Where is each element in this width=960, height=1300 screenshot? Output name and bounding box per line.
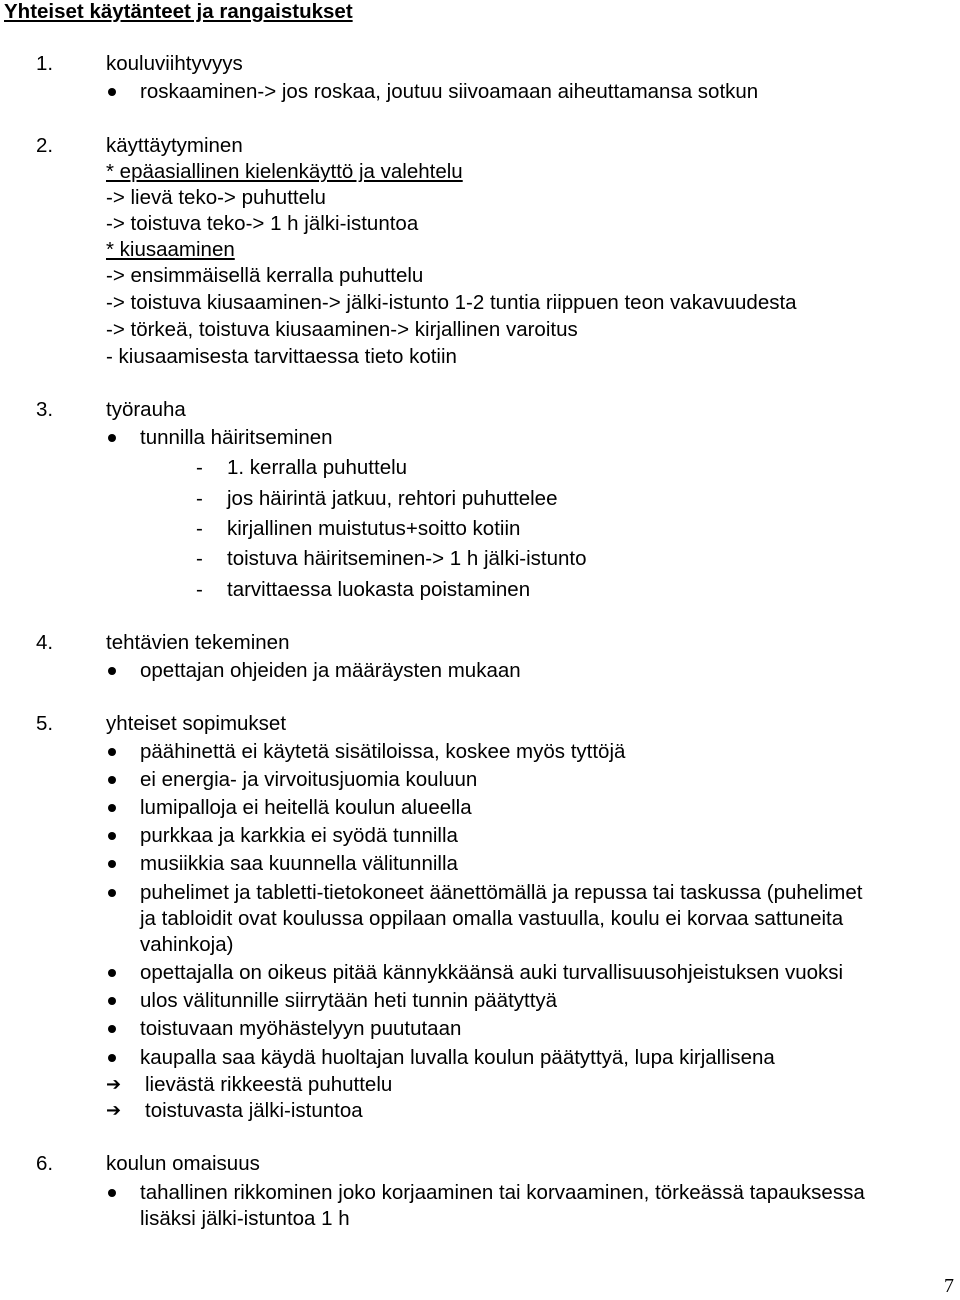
dash-item: tarvittaessa luokasta poistaminen — [227, 578, 531, 601]
bullet-item: tahallinen rikkominen joko korjaaminen tai korvaaminen, törkeässä tapauksessa — [140, 1181, 865, 1204]
subheading-line: * epäasiallinen kielenkäyttö ja valehtelu — [106, 160, 463, 183]
section-number: 5. — [36, 712, 54, 735]
bullet-item-continuation: lisäksi jälki-istuntoa 1 h — [140, 1207, 350, 1230]
right-arrow-icon: ➔ — [106, 1074, 122, 1095]
document-title: Yhteiset käytänteet ja rangaistukset — [4, 0, 353, 23]
section-number: 4. — [36, 631, 54, 654]
bullet-icon — [108, 434, 116, 442]
dash-item: jos häirintä jatkuu, rehtori puhuttelee — [227, 487, 558, 510]
section-number: 1. — [36, 52, 54, 75]
section-number: 2. — [36, 134, 54, 157]
bullet-icon — [108, 1025, 116, 1033]
bullet-item-continuation: ja tabloidit ovat koulussa oppilaan omalla vastuulla, koulu ei korvaa sattuneita — [140, 907, 844, 930]
text-line: - kiusaamisesta tarvittaessa tieto kotiin — [106, 345, 457, 368]
bullet-item: opettajalla on oikeus pitää kännykkäänsä auki turvallisuusohjeistuksen vuoksi — [140, 961, 844, 984]
bullet-item: opettajan ohjeiden ja määräysten mukaan — [140, 659, 521, 682]
bullet-icon — [108, 1054, 116, 1062]
bullet-item: kaupalla saa käydä huoltajan luvalla koulun päätyttyä, lupa kirjallisena — [140, 1046, 775, 1069]
bullet-item: roskaaminen-> jos roskaa, joutuu siivoamaan aiheuttamansa sotkun — [140, 80, 759, 103]
subheading-line: * kiusaaminen — [106, 238, 235, 261]
section-heading: kouluviihtyvyys — [106, 52, 243, 75]
bullet-item: tunnilla häiritseminen — [140, 426, 333, 449]
section-number: 6. — [36, 1152, 54, 1175]
section-heading: käyttäytyminen — [106, 134, 243, 157]
dash-item: toistuva häiritseminen-> 1 h jälki-istunto — [227, 547, 587, 570]
text-line: -> ensimmäisellä kerralla puhuttelu — [106, 264, 424, 287]
bullet-icon — [108, 832, 116, 840]
bullet-icon — [108, 804, 116, 812]
bullet-item: päähinettä ei käytetä sisätiloissa, koskee myös tyttöjä — [140, 740, 626, 763]
section-heading: työrauha — [106, 398, 186, 421]
bullet-icon — [108, 997, 116, 1005]
bullet-icon — [108, 667, 116, 675]
text-line: -> toistuva teko-> 1 h jälki-istuntoa — [106, 212, 419, 235]
section-heading: yhteiset sopimukset — [106, 712, 287, 735]
bullet-item: lumipalloja ei heitellä koulun alueella — [140, 796, 472, 819]
bullet-item: ei energia- ja virvoitusjuomia kouluun — [140, 768, 478, 791]
bullet-item-continuation: vahinkoja) — [140, 933, 234, 956]
bullet-item: ulos välitunnille siirrytään heti tunnin päätyttyä — [140, 989, 558, 1012]
bullet-item: musiikkia saa kuunnella välitunnilla — [140, 852, 458, 875]
dash-marker: - — [196, 517, 203, 540]
page-number: 7 — [944, 1275, 954, 1297]
bullet-icon — [108, 1189, 116, 1197]
bullet-icon — [108, 776, 116, 784]
text-line: -> toistuva kiusaaminen-> jälki-istunto 1-2 tuntia riippuen teon vakavuudesta — [106, 291, 797, 314]
dash-marker: - — [196, 547, 203, 570]
section-heading: tehtävien tekeminen — [106, 631, 290, 654]
arrow-item: lievästä rikkeestä puhuttelu — [145, 1073, 393, 1096]
bullet-icon — [108, 969, 116, 977]
text-line: -> lievä teko-> puhuttelu — [106, 186, 326, 209]
right-arrow-icon: ➔ — [106, 1100, 122, 1121]
bullet-item: purkkaa ja karkkia ei syödä tunnilla — [140, 824, 458, 847]
arrow-item: toistuvasta jälki-istuntoa — [145, 1099, 363, 1122]
dash-marker: - — [196, 456, 203, 479]
dash-item: 1. kerralla puhuttelu — [227, 456, 408, 479]
bullet-icon — [108, 748, 116, 756]
dash-item: kirjallinen muistutus+soitto kotiin — [227, 517, 521, 540]
dash-marker: - — [196, 578, 203, 601]
bullet-icon — [108, 889, 116, 897]
bullet-icon — [108, 860, 116, 868]
bullet-icon — [108, 88, 116, 96]
bullet-item: puhelimet ja tabletti-tietokoneet äänettömällä ja repussa tai taskussa (puhelimet — [140, 881, 863, 904]
section-heading: koulun omaisuus — [106, 1152, 260, 1175]
bullet-item: toistuvaan myöhästelyyn puututaan — [140, 1017, 462, 1040]
dash-marker: - — [196, 487, 203, 510]
text-line: -> törkeä, toistuva kiusaaminen-> kirjallinen varoitus — [106, 318, 578, 341]
section-number: 3. — [36, 398, 54, 421]
